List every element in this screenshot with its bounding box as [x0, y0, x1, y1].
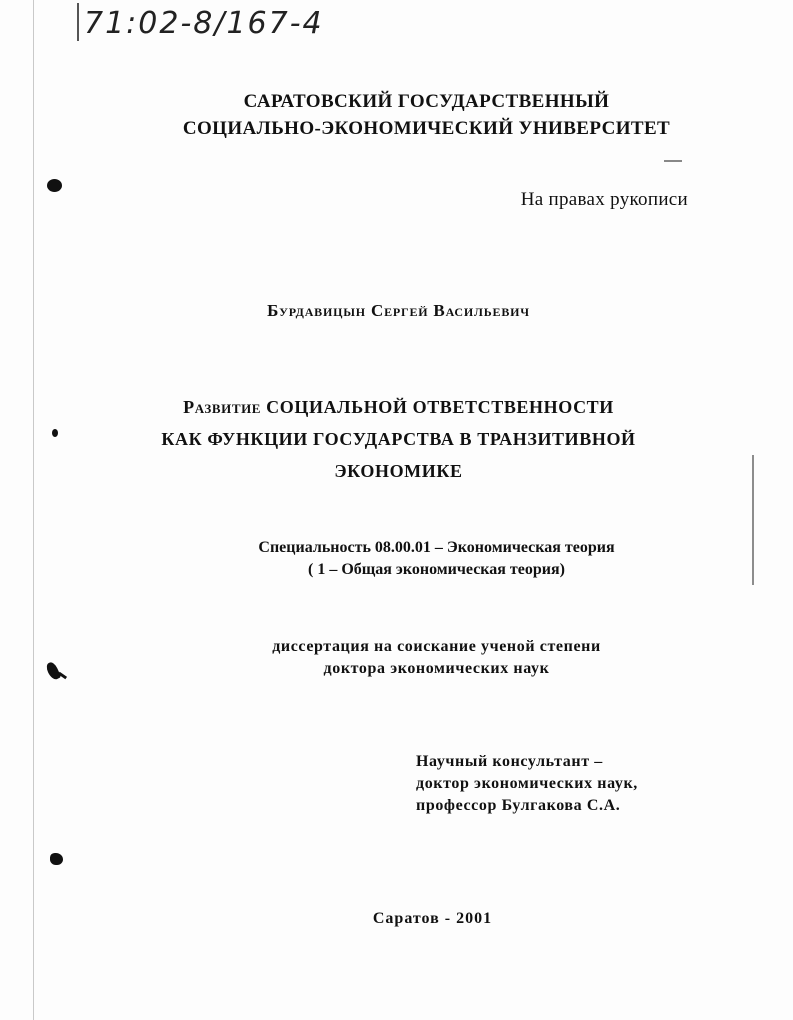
degree-statement [40, 636, 793, 680]
title-line3: ЭКОНОМИКЕ [334, 461, 463, 481]
city-year: Саратов - 2001 [372, 910, 493, 927]
specialty-line1: Специальность 08.00.01 – Экономическая теория [258, 539, 615, 556]
scan-margin-line [33, 0, 34, 1020]
consultant-line1: Научный консультант – [416, 753, 603, 770]
university-name-line2: СОЦИАЛЬНО-ЭКОНОМИЧЕСКИЙ УНИВЕРСИТЕТ [182, 118, 671, 139]
university-name [30, 88, 793, 142]
specialty [40, 537, 793, 581]
title-line1: Развитие СОЦИАЛЬНОЙ ОТВЕТСТВЕННОСТИ [183, 397, 614, 417]
author-name: Бурдавицын Сергей Васильевич [267, 301, 530, 320]
university-name-line1: САРАТОВСКИЙ ГОСУДАРСТВЕННЫЙ [243, 91, 610, 112]
scan-blot [50, 853, 63, 865]
degree-line2: доктора экономических наук [323, 660, 550, 677]
degree-line1: диссертация на соискание ученой степени [272, 638, 601, 655]
title-line2: КАК ФУНКЦИИ ГОСУДАРСТВА В ТРАНЗИТИВНОЙ [161, 429, 636, 449]
scan-dash-mark [664, 160, 682, 162]
specialty-line2: ( 1 – Общая экономическая теория) [307, 561, 565, 578]
manuscript-note: На правах рукописи [520, 189, 688, 210]
scan-stroke-mark [77, 3, 79, 41]
scientific-consultant [416, 751, 638, 817]
handwritten-registry-number: 71:02-8/167-4 [84, 6, 324, 41]
dissertation-title [2, 391, 793, 487]
consultant-line2: доктор экономических наук, [416, 775, 638, 792]
consultant-line3: профессор Булгакова С.А. [416, 797, 621, 814]
scan-blot [47, 179, 62, 192]
